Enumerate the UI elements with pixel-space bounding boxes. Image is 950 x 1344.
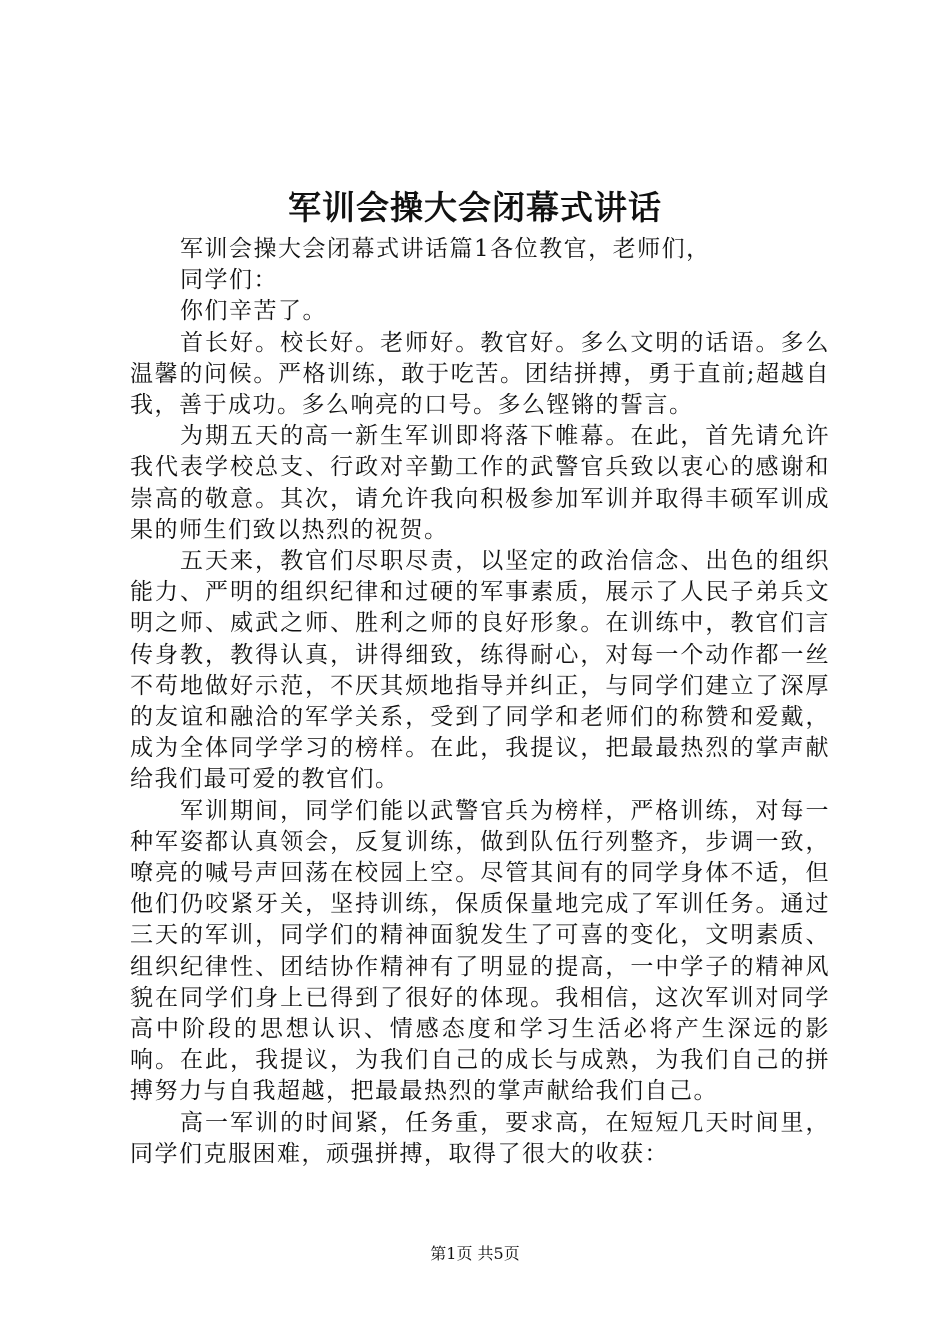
paragraph: 高一军训的时间紧，任务重，要求高，在短短几天时间里，同学们克服困难，顽强拼搏，取得了很大的收获： [130, 1109, 830, 1167]
paragraph: 同学们： [180, 267, 278, 294]
paragraph: 五天来，教官们尽职尽责，以坚定的政治信念、出色的组织能力、严明的组织纪律和过硬的军事素质，展示了人民子弟兵文明之师、威武之师、胜利之师的良好形象。在训练中，教官们言传身教，教得认真，讲得细致，练得耐心，对每一个动作都一丝不苟地做好示范，不厌其烦地指导并纠正，与同学们建立了深厚的友谊和融洽的军学关系，受到了同学和老师们的称赞和爱戴，成为全体同学学习的榜样。在此，我提议，把最最热烈的掌声献给我们最可爱的教官们。 [130, 548, 830, 793]
page-footer: 第1页 共5页 [430, 1244, 520, 1263]
paragraph: 军训会操大会闭幕式讲话篇1各位教官，老师们， [180, 236, 711, 262]
document-title: 军训会操大会闭幕式讲话 [288, 188, 662, 227]
document-body [130, 234, 830, 1170]
paragraph: 为期五天的高一新生军训即将落下帷幕。在此，首先请允许我代表学校总支、行政对辛勤工作的武警官兵致以衷心的感谢和崇高的敬意。其次，请允许我向积极参加军训并取得丰硕军训成果的师生们致以热烈的祝贺。 [130, 423, 830, 543]
paragraph: 军训期间，同学们能以武警官兵为榜样，严格训练，对每一种军姿都认真领会，反复训练，做到队伍行列整齐，步调一致，嘹亮的喊号声回荡在校园上空。尽管其间有的同学身体不适，但他们仍咬紧牙关，坚持训练，保质保量地完成了军训任务。通过三天的军训，同学们的精神面貌发生了可喜的变化，文明素质、组织纪律性、团结协作精神有了明显的提高，一中学子的精神风貌在同学们身上已得到了很好的体现。我相信，这次军训对同学高中阶段的思想认识、情感态度和学习生活必将产生深远的影响。在此，我提议，为我们自己的成长与成熟，为我们自己的拼搏努力与自我超越，把最最热烈的掌声献给我们自己。 [130, 797, 830, 1105]
paragraph: 你们辛苦了。 [180, 298, 327, 325]
paragraph: 首长好。校长好。老师好。教官好。多么文明的话语。多么温馨的问候。严格训练，敢于吃苦。团结拼搏，勇于直前;超越自我，善于成功。多么响亮的口号。多么铿锵的誓言。 [130, 329, 830, 419]
